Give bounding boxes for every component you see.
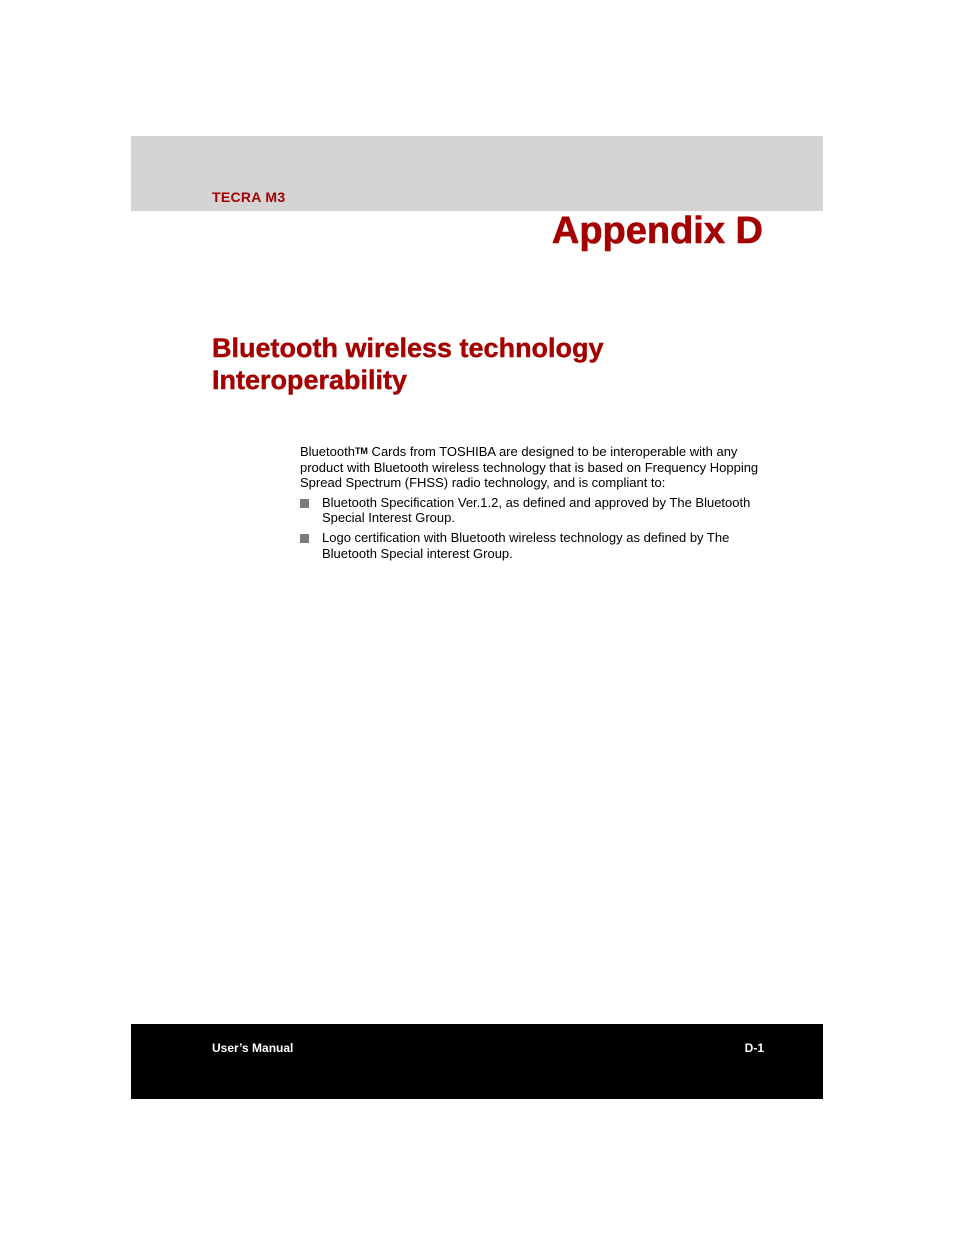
- section-title-line-2: Interoperability: [212, 365, 408, 395]
- list-item: [300, 495, 770, 526]
- product-name: TECRA M3: [212, 189, 286, 205]
- square-bullet-icon: [300, 534, 309, 543]
- list-item: [300, 530, 770, 561]
- section-title-line-1: Bluetooth wireless technology: [212, 333, 604, 363]
- list-item-text: Bluetooth Specification Ver.1.2, as defined and approved by The Bluetooth Special Interest Group.: [322, 494, 751, 526]
- trademark-mark: TM: [354, 446, 368, 456]
- section-title: [212, 332, 772, 396]
- footer-page-number: D-1: [744, 1041, 764, 1055]
- intro-prefix: Bluetooth: [300, 444, 355, 459]
- intro-paragraph: [300, 444, 770, 491]
- bullet-list: [300, 495, 770, 561]
- footer-manual-label: User’s Manual: [212, 1041, 294, 1055]
- list-item-text: Logo certification with Bluetooth wireless technology as defined by The Bluetooth Special interest Group.: [322, 529, 730, 561]
- intro-rest: Cards from TOSHIBA are designed to be interoperable with any product with Bluetooth wireless technology that is based on Frequency Hopping Spread Spectrum (FHSS) radio technology, and is compliant to:: [300, 444, 759, 491]
- chapter-title: Appendix D: [551, 210, 763, 252]
- square-bullet-icon: [300, 499, 309, 508]
- footer-band: [131, 1024, 823, 1099]
- body-text: [300, 444, 770, 565]
